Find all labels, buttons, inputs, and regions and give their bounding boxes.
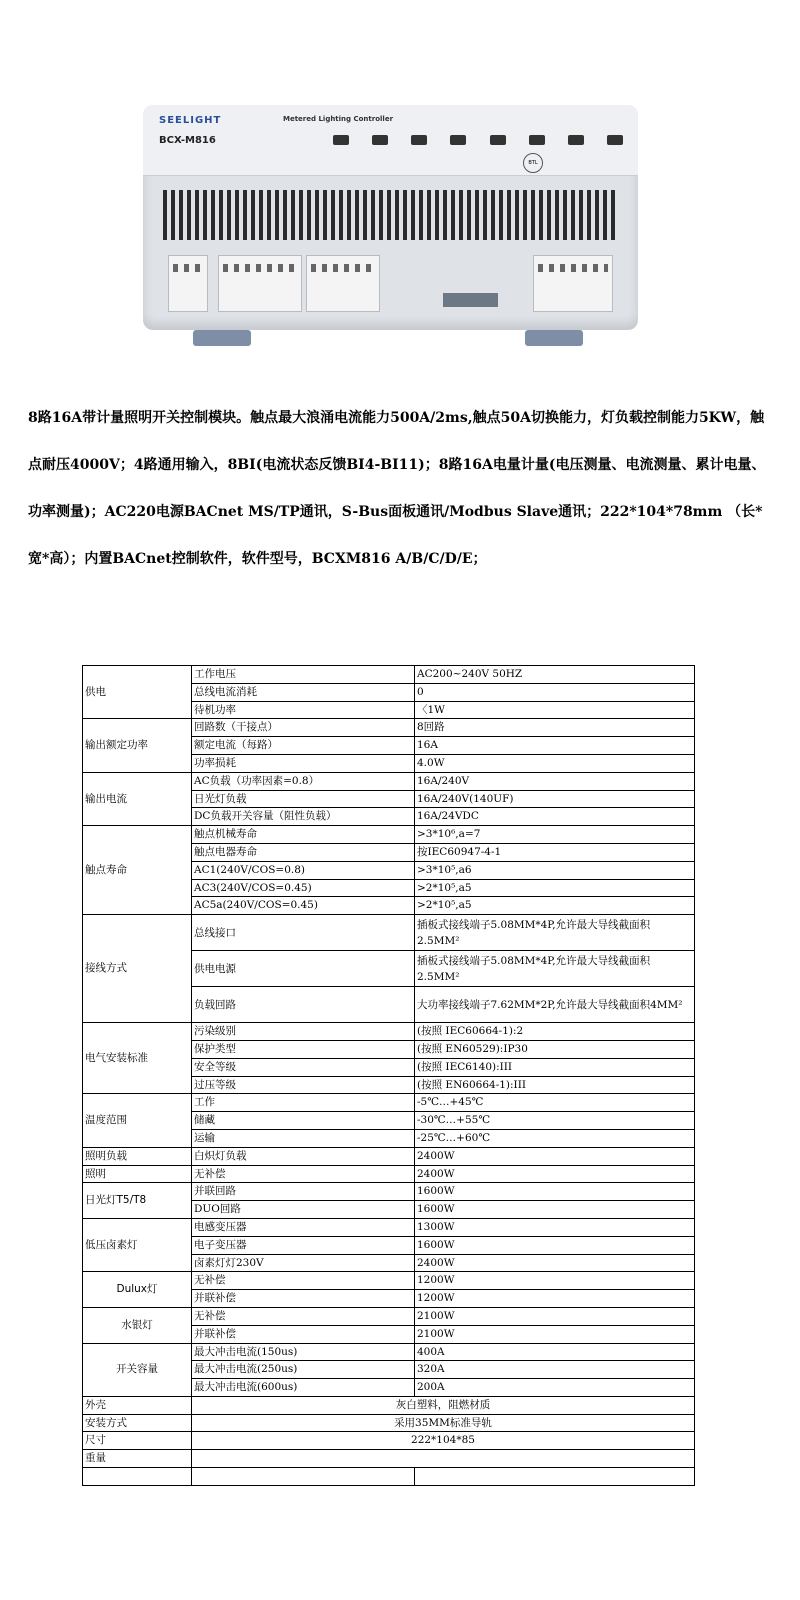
category-cell: 重量 [83, 1450, 192, 1468]
param-cell: 总线接口 [192, 915, 415, 951]
param-cell: 保护类型 [192, 1040, 415, 1058]
value-cell: 〈1W [415, 701, 695, 719]
value-cell: (按照 EN60664-1):III [415, 1076, 695, 1094]
param-cell: 触点电器寿命 [192, 843, 415, 861]
category-cell: 照明 [83, 1165, 192, 1183]
brand-logo: SEELIGHT [159, 115, 222, 126]
param-cell: 触点机械寿命 [192, 826, 415, 844]
param-cell: 工作 [192, 1094, 415, 1112]
table-row [83, 1432, 695, 1450]
table-row [83, 666, 695, 684]
param-cell: 供电电源 [192, 951, 415, 987]
value-cell: 按IEC60947-4-1 [415, 843, 695, 861]
value-cell: 400A [415, 1343, 695, 1361]
param-cell: 回路数（干接点） [192, 719, 415, 737]
value-cell: 1300W [415, 1218, 695, 1236]
param-cell: DC负载开关容量（阻性负载） [192, 808, 415, 826]
value-cell: >3*10⁶,a=7 [415, 826, 695, 844]
param-cell: 日光灯负载 [192, 790, 415, 808]
table-row [83, 719, 695, 737]
value-cell [192, 1450, 695, 1468]
table-row [83, 1183, 695, 1201]
value-cell: 16A/240V(140UF) [415, 790, 695, 808]
value-cell: >2*10⁵,a5 [415, 879, 695, 897]
value-cell: 16A [415, 737, 695, 755]
table-row [83, 915, 695, 951]
value-cell: -5℃…+45℃ [415, 1094, 695, 1112]
table-row [83, 1396, 695, 1414]
param-cell: 安全等级 [192, 1058, 415, 1076]
value-cell: >2*10⁵,a5 [415, 897, 695, 915]
param-cell: 工作电压 [192, 666, 415, 684]
value-cell: (按照 IEC6140):III [415, 1058, 695, 1076]
category-cell: 尺寸 [83, 1432, 192, 1450]
category-cell: 安装方式 [83, 1414, 192, 1432]
terminal-block [533, 255, 613, 312]
category-cell: 供电 [83, 666, 192, 719]
channel-button [490, 135, 506, 145]
value-cell: 1600W [415, 1201, 695, 1219]
param-cell: 并联补偿 [192, 1325, 415, 1343]
value-cell: 8回路 [415, 719, 695, 737]
spec-table [82, 665, 695, 1486]
value-cell: 2100W [415, 1307, 695, 1325]
category-cell: 照明负载 [83, 1147, 192, 1165]
category-cell: 温度范围 [83, 1094, 192, 1147]
table-row [83, 1468, 695, 1486]
category-cell: 开关容量 [83, 1343, 192, 1396]
table-row [83, 1450, 695, 1468]
terminal-blocks [168, 255, 613, 315]
product-description: 8路16A带计量照明开关控制模块。触点最大浪涌电流能力500A/2ms,触点50A切换能力，灯负载控制能力5KW，触点耐压4000V；4路通用输入，8BI(电流状态反馈BI4-BI11)；8路16A电量计量(电压测量、电流测量、累计电量、功率测量)；AC220电源BACnet MS/TP通讯，S-Bus面板通讯/Modbus Slave通讯；222*104*78mm （长*宽*高）；内置BACnet控制软件，软件型号，BCXM816 A/B/C/D/E； [28, 410, 766, 567]
param-cell: 并联回路 [192, 1183, 415, 1201]
table-row [83, 1147, 695, 1165]
table-row [83, 1272, 695, 1290]
value-cell: AC200~240V 50HZ [415, 666, 695, 684]
value-cell: 插板式接线端子5.08MM*4P,允许最大导线截面积2.5MM² [415, 915, 695, 951]
param-cell: 白炽灯负载 [192, 1147, 415, 1165]
category-cell: 水银灯 [83, 1307, 192, 1343]
model-label: BCX-M816 [159, 135, 216, 146]
rj45-port [443, 293, 498, 307]
param-cell: 并联补偿 [192, 1290, 415, 1308]
empty-cell [192, 1468, 415, 1486]
table-row [83, 1414, 695, 1432]
param-cell: 无补偿 [192, 1272, 415, 1290]
channel-button [372, 135, 388, 145]
param-cell: 运输 [192, 1129, 415, 1147]
param-cell: 储藏 [192, 1112, 415, 1130]
param-cell: 过压等级 [192, 1076, 415, 1094]
channel-button [568, 135, 584, 145]
controller-device [143, 105, 638, 330]
category-cell: 外壳 [83, 1396, 192, 1414]
table-row [83, 772, 695, 790]
terminal-block [218, 255, 302, 312]
terminal-block [168, 255, 208, 312]
value-cell: (按照 IEC60664-1):2 [415, 1023, 695, 1041]
table-row [83, 1218, 695, 1236]
table-row [83, 1307, 695, 1325]
channel-button [607, 135, 623, 145]
value-cell: 采用35MM标准导轨 [192, 1414, 695, 1432]
table-row [83, 1343, 695, 1361]
param-cell: 最大冲击电流(600us) [192, 1379, 415, 1397]
param-cell: 负载回路 [192, 987, 415, 1023]
category-cell: 触点寿命 [83, 826, 192, 915]
param-cell: AC1(240V/COS=0.8) [192, 861, 415, 879]
value-cell: 大功率接线端子7.62MM*2P,允许最大导线截面积4MM² [415, 987, 695, 1023]
value-cell: 4.0W [415, 754, 695, 772]
table-row [83, 826, 695, 844]
category-cell: Dulux灯 [83, 1272, 192, 1308]
value-cell: 2100W [415, 1325, 695, 1343]
value-cell: 2400W [415, 1254, 695, 1272]
value-cell: 0 [415, 683, 695, 701]
value-cell: 16A/24VDC [415, 808, 695, 826]
param-cell: 卤素灯灯230V [192, 1254, 415, 1272]
category-cell: 电气安装标准 [83, 1023, 192, 1094]
value-cell: 2400W [415, 1165, 695, 1183]
value-cell: 320A [415, 1361, 695, 1379]
value-cell: 插板式接线端子5.08MM*4P,允许最大导线截面积2.5MM² [415, 951, 695, 987]
value-cell: 1600W [415, 1236, 695, 1254]
value-cell: 222*104*85 [192, 1432, 695, 1450]
value-cell: 2400W [415, 1147, 695, 1165]
category-cell: 日光灯T5/T8 [83, 1183, 192, 1219]
category-cell: 接线方式 [83, 915, 192, 1023]
din-rail-clip [193, 330, 251, 346]
table-row [83, 1165, 695, 1183]
channel-button [333, 135, 349, 145]
empty-cell [415, 1468, 695, 1486]
value-cell: 1600W [415, 1183, 695, 1201]
param-cell: AC负载（功率因素=0.8） [192, 772, 415, 790]
device-title: Metered Lighting Controller [283, 115, 394, 123]
category-cell: 低压卤素灯 [83, 1218, 192, 1271]
category-cell: 输出额定功率 [83, 719, 192, 772]
param-cell: 总线电流消耗 [192, 683, 415, 701]
value-cell: 灰白塑料，阻燃材质 [192, 1396, 695, 1414]
table-row [83, 1023, 695, 1041]
btl-badge: BTL [523, 153, 543, 173]
value-cell: >3*10⁵,a6 [415, 861, 695, 879]
channel-button [450, 135, 466, 145]
param-cell: AC5a(240V/COS=0.45) [192, 897, 415, 915]
ventilation-slots [163, 190, 618, 240]
table-row [83, 1094, 695, 1112]
din-rail-clip [525, 330, 583, 346]
value-cell: 16A/240V [415, 772, 695, 790]
channel-button [411, 135, 427, 145]
param-cell: 待机功率 [192, 701, 415, 719]
value-cell: -30℃…+55℃ [415, 1112, 695, 1130]
param-cell: 最大冲击电流(150us) [192, 1343, 415, 1361]
channel-buttons [333, 135, 623, 151]
value-cell: 200A [415, 1379, 695, 1397]
param-cell: 污染级别 [192, 1023, 415, 1041]
value-cell: 1200W [415, 1272, 695, 1290]
param-cell: 电感变压器 [192, 1218, 415, 1236]
value-cell: (按照 EN60529):IP30 [415, 1040, 695, 1058]
param-cell: 功率损耗 [192, 754, 415, 772]
param-cell: 额定电流（每路） [192, 737, 415, 755]
param-cell: 最大冲击电流(250us) [192, 1361, 415, 1379]
value-cell: 1200W [415, 1290, 695, 1308]
terminal-block [306, 255, 380, 312]
param-cell: DUO回路 [192, 1201, 415, 1219]
param-cell: AC3(240V/COS=0.45) [192, 879, 415, 897]
category-cell: 输出电流 [83, 772, 192, 825]
product-photo [125, 85, 650, 360]
device-front-panel [143, 105, 638, 176]
param-cell: 无补偿 [192, 1165, 415, 1183]
channel-button [529, 135, 545, 145]
param-cell: 无补偿 [192, 1307, 415, 1325]
param-cell: 电子变压器 [192, 1236, 415, 1254]
empty-cell [83, 1468, 192, 1486]
value-cell: -25℃…+60℃ [415, 1129, 695, 1147]
